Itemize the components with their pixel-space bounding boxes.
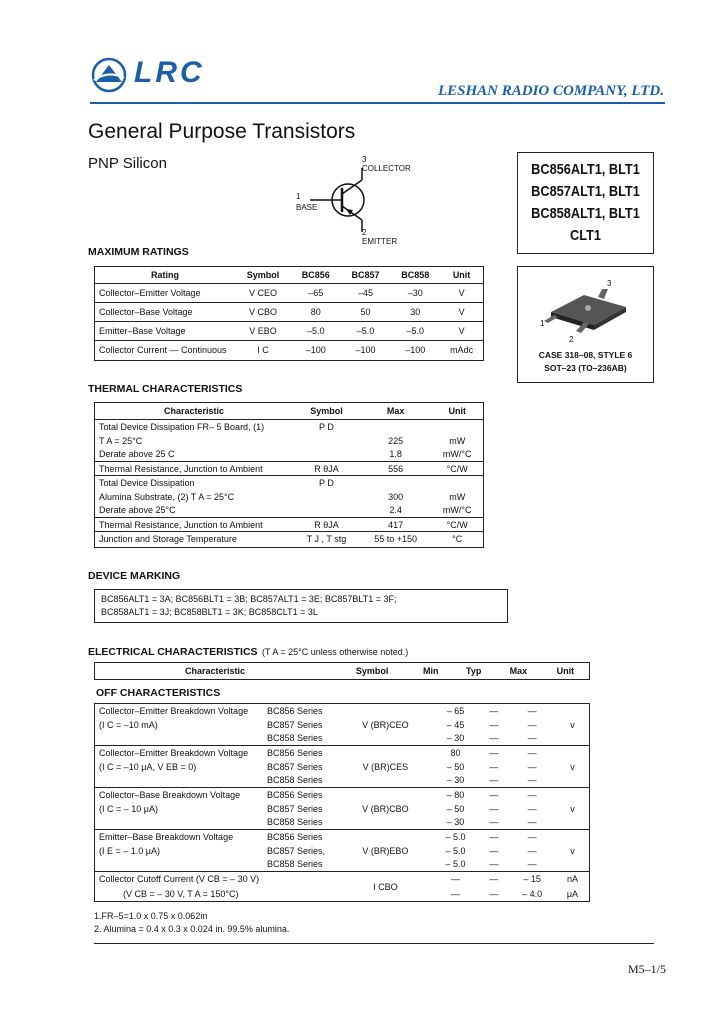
cell: 80 <box>291 303 341 322</box>
cell: 300 <box>388 491 404 502</box>
cell: 417 <box>360 518 432 532</box>
electrical-group <box>95 788 590 830</box>
cell: Emitter–Base Breakdown Voltage <box>95 830 264 844</box>
cell <box>431 476 483 490</box>
col-header: Max <box>495 663 542 680</box>
col-header: Unit <box>542 663 590 680</box>
electrical-group <box>95 704 590 746</box>
cell: v <box>556 830 590 872</box>
cell: Emitter–Base Voltage <box>95 322 235 341</box>
cell: – 80 <box>432 788 480 802</box>
table-row <box>95 448 483 462</box>
cell: Collector–Emitter Voltage <box>95 284 235 303</box>
cell: μA <box>566 888 579 899</box>
cell: Thermal Resistance, Junction to Ambient <box>95 518 293 532</box>
cell <box>95 774 264 788</box>
cell: BC856 Series <box>263 746 339 760</box>
cell: –65 <box>291 284 341 303</box>
col-header: Characteristic <box>95 403 293 420</box>
logo-text: LRC <box>134 56 205 89</box>
cell: — <box>489 859 499 870</box>
cell: — <box>489 817 499 828</box>
cell: BC857 Series <box>267 803 323 814</box>
cell: V CEO <box>235 284 291 303</box>
cell: — <box>489 705 499 716</box>
logo-emblem-icon <box>90 56 130 94</box>
sot-label: SOT–23 (TO–236AB) <box>544 363 627 373</box>
part-number: BC857ALT1, BLT1 <box>531 183 640 200</box>
case-label: CASE 318–08, STYLE 6 <box>538 350 633 360</box>
table-row <box>95 303 483 322</box>
collector-pin-number: 3 <box>362 155 367 164</box>
cell: — <box>489 733 499 744</box>
cell: V (BR)EBO <box>339 830 432 872</box>
cell: — <box>527 803 537 814</box>
cell: –100 <box>291 341 341 360</box>
cell: mW <box>449 491 466 502</box>
logo <box>90 56 220 96</box>
col-header: BC857 <box>341 267 391 284</box>
header-rule <box>90 102 665 104</box>
cell: — <box>508 830 556 844</box>
cell: °C/W <box>431 518 483 532</box>
thermal-title: THERMAL CHARACTERISTICS <box>88 383 243 395</box>
cell <box>293 434 360 448</box>
cell <box>293 448 360 462</box>
cell: v <box>556 746 590 788</box>
electrical-group <box>95 746 590 788</box>
cell: V (BR)CEO <box>362 719 409 730</box>
cell: 30 <box>390 303 440 322</box>
footnote: 1.FR–5=1.0 x 0.75 x 0.062in <box>94 911 208 921</box>
cell <box>431 420 483 434</box>
cell: — <box>508 746 556 760</box>
cell: V EBO <box>235 322 291 341</box>
electrical-table <box>94 662 590 902</box>
electrical-group <box>95 872 590 902</box>
table-row <box>95 462 483 476</box>
base-label: BASE <box>296 203 318 212</box>
cell: — <box>432 872 480 887</box>
cell: — <box>479 746 508 760</box>
cell: — <box>527 775 537 786</box>
col-header: Characteristic <box>95 663 336 680</box>
cell: BC856 Series <box>263 788 339 802</box>
cell: Collector–Base Voltage <box>95 303 235 322</box>
package-pin1: 1 <box>540 319 545 328</box>
cell: – 50 <box>446 761 465 772</box>
cell <box>360 420 432 434</box>
cell: BC858 Series <box>267 859 323 870</box>
col-header: Typ <box>452 663 495 680</box>
cell: – 30 <box>446 817 465 828</box>
cell: — <box>527 733 537 744</box>
cell: — <box>451 888 461 899</box>
page-subtitle: PNP Silicon <box>88 155 167 172</box>
cell <box>95 732 264 746</box>
cell: (V CB = – 30 V, T A = 150°C) <box>123 888 239 899</box>
cell <box>293 504 360 518</box>
cell: BC856 Series <box>263 830 339 844</box>
cell: Total Device Dissipation FR– 5 Board, (1) <box>99 421 265 432</box>
cell: mW/°C <box>442 505 472 516</box>
cell: V (BR)CBO <box>339 788 432 830</box>
cell: –5.0 <box>341 322 391 341</box>
table-row <box>95 420 483 434</box>
table-row <box>95 476 483 490</box>
max-ratings-table <box>94 266 484 361</box>
cell: — <box>527 719 537 730</box>
cell: — <box>489 775 499 786</box>
cell: — <box>489 888 499 899</box>
col-header: Unit <box>431 403 483 420</box>
collector-label: COLLECTOR <box>362 164 411 173</box>
cell: Total Device Dissipation <box>95 476 293 490</box>
cell: Derate above 25 C <box>99 449 175 460</box>
table-row <box>95 518 483 532</box>
cell: — <box>527 705 537 716</box>
cell: (I C = – 10 μA) <box>99 803 158 814</box>
cell: mW <box>449 435 466 446</box>
cell: — <box>527 845 537 856</box>
cell: –100 <box>341 341 391 360</box>
max-ratings-title: MAXIMUM RATINGS <box>88 246 189 258</box>
cell: –45 <box>341 284 391 303</box>
col-header: Symbol <box>293 403 360 420</box>
table-row <box>95 284 483 303</box>
marking-line: BC858ALT1 = 3J; BC858BLT1 = 3K; BC858CLT1 = 3L <box>101 607 318 617</box>
cell: Collector–Base Breakdown Voltage <box>95 788 264 802</box>
cell: mAdc <box>440 341 483 360</box>
base-pin-number: 1 <box>296 192 301 201</box>
cell <box>360 476 432 490</box>
cell: (I C = –10 μA, V EB = 0) <box>99 761 197 772</box>
cell: 50 <box>341 303 391 322</box>
cell <box>293 490 360 504</box>
cell: — <box>489 761 499 772</box>
page-title: General Purpose Transistors <box>88 120 356 143</box>
footnote: 2. Alumina = 0.4 x 0.3 x 0.024 in. 99.5% alumina. <box>94 924 290 934</box>
cell: Collector–Emitter Breakdown Voltage <box>95 746 264 760</box>
marking-line: BC856ALT1 = 3A; BC856BLT1 = 3B; BC857ALT1 = 3E; BC857BLT1 = 3F; <box>101 594 397 604</box>
cell: BC858 Series <box>267 817 323 828</box>
cell: T J , T stg <box>293 532 360 547</box>
cell: 55 to +150 <box>360 532 432 547</box>
cell: — <box>527 817 537 828</box>
cell: — <box>489 719 499 730</box>
cell: – 5.0 <box>445 859 466 870</box>
cell: –30 <box>390 284 440 303</box>
cell: (I E = – 1.0 μA) <box>99 845 160 856</box>
cell: 1.8 <box>389 449 402 460</box>
cell: R θJA <box>293 462 360 476</box>
cell: 80 <box>432 746 480 760</box>
cell: BC858 Series <box>267 733 323 744</box>
cell: BC858 Series <box>267 775 323 786</box>
cell: BC857 Series <box>267 761 323 772</box>
cell: –5.0 <box>291 322 341 341</box>
col-header: Symbol <box>235 267 291 284</box>
part-number: BC858ALT1, BLT1 <box>531 205 640 222</box>
cell: Collector–Emitter Breakdown Voltage <box>99 705 249 716</box>
sot23-package-icon <box>536 277 636 337</box>
part-number: CLT1 <box>570 227 601 244</box>
cell: BC857 Series, <box>267 845 326 856</box>
cell: – 5.0 <box>432 830 480 844</box>
cell: V CBO <box>235 303 291 322</box>
cell: – 4.0 <box>522 888 543 899</box>
cell: Thermal Resistance, Junction to Ambient <box>95 462 293 476</box>
cell: — <box>479 830 508 844</box>
marking-box <box>94 589 508 623</box>
off-characteristics-title: OFF CHARACTERISTICS <box>96 687 221 699</box>
cell: BC856 Series <box>267 705 323 716</box>
cell: V <box>440 322 483 341</box>
package-pin2: 2 <box>569 335 574 344</box>
company-name: LESHAN RADIO COMPANY, LTD. <box>437 83 664 99</box>
marking-title: DEVICE MARKING <box>88 570 181 582</box>
cell: 2.4 <box>389 505 402 516</box>
cell: — <box>508 788 556 802</box>
cell: Junction and Storage Temperature <box>95 532 293 547</box>
cell: – 15 <box>508 872 556 887</box>
cell: – 45 <box>446 719 465 730</box>
footer-rule <box>94 943 654 944</box>
cell: mW/°C <box>442 449 472 460</box>
col-header: BC858 <box>390 267 440 284</box>
cell: °C <box>431 532 483 547</box>
cell: P D <box>319 421 334 432</box>
cell: – 65 <box>446 705 465 716</box>
table-row <box>95 490 483 504</box>
cell: V <box>440 303 483 322</box>
cell: V (BR)CES <box>339 746 432 788</box>
cell: I CBO <box>339 872 432 902</box>
thermal-table <box>94 402 484 548</box>
transistor-schematic <box>290 155 411 248</box>
col-header: Unit <box>440 267 483 284</box>
col-header: Symbol <box>335 663 409 680</box>
col-header: BC856 <box>291 267 341 284</box>
cell: — <box>527 859 537 870</box>
cell: 556 <box>360 462 432 476</box>
electrical-group <box>95 830 590 872</box>
cell: v <box>556 788 590 830</box>
cell: – 30 <box>446 733 465 744</box>
cell: (I C = –10 mA) <box>99 719 158 730</box>
cell: v <box>570 719 575 730</box>
cell: 225 <box>388 435 404 446</box>
table-row <box>95 434 483 448</box>
cell: R θJA <box>293 518 360 532</box>
cell <box>95 858 264 872</box>
cell: — <box>489 803 499 814</box>
cell: P D <box>293 476 360 490</box>
cell: — <box>489 845 499 856</box>
emitter-pin-number: 2 <box>362 228 367 237</box>
cell: Alumina Substrate, (2) T A = 25°C <box>99 491 235 502</box>
cell: BC857 Series <box>267 719 323 730</box>
cell: Collector Current — Continuous <box>95 341 235 360</box>
emitter-label: EMITTER <box>362 237 398 246</box>
part-number-box <box>517 152 654 254</box>
table-row <box>95 341 483 360</box>
cell: V <box>440 284 483 303</box>
cell: — <box>479 788 508 802</box>
table-row <box>95 504 483 518</box>
cell: –5.0 <box>390 322 440 341</box>
col-header: Min <box>409 663 452 680</box>
cell <box>95 816 264 830</box>
cell: nA <box>556 872 590 887</box>
cell: – 5.0 <box>445 845 466 856</box>
cell: –100 <box>390 341 440 360</box>
cell: — <box>479 872 508 887</box>
cell: Derate above 25°C <box>99 505 176 516</box>
table-row <box>95 532 483 547</box>
cell: I C <box>235 341 291 360</box>
table-row <box>95 322 483 341</box>
col-header: Max <box>360 403 432 420</box>
cell: — <box>527 761 537 772</box>
package-pin3: 3 <box>607 279 612 288</box>
electrical-note: (T A = 25°C unless otherwise noted.) <box>262 647 409 657</box>
cell: – 50 <box>446 803 465 814</box>
cell: – 30 <box>446 775 465 786</box>
col-header: Rating <box>95 267 235 284</box>
page-number: M5–1/5 <box>627 962 666 976</box>
package-box <box>517 266 654 383</box>
part-number: BC856ALT1, BLT1 <box>531 161 640 178</box>
cell: T A = 25°C <box>99 435 143 446</box>
electrical-title: ELECTRICAL CHARACTERISTICS <box>88 646 258 658</box>
cell: Collector Cutoff Current (V CB = – 30 V) <box>95 872 340 887</box>
cell: °C/W <box>431 462 483 476</box>
